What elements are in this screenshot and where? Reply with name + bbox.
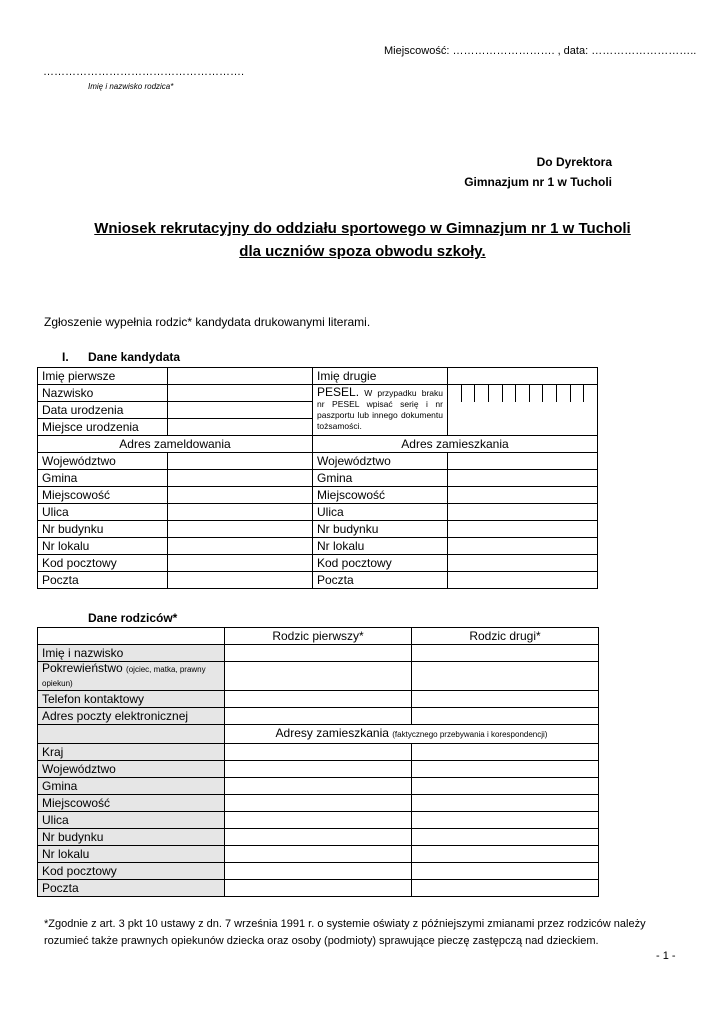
title-line-1: Wniosek rekrutacyjny do oddziału sportowego w Gimnazjum nr 1 w Tucholi bbox=[94, 220, 631, 237]
pesel-note: W przypadku braku nr PESEL wpisać serię i nr paszportu lub innego dokumentu tożsamości. bbox=[317, 388, 443, 431]
input-parent2-locality[interactable] bbox=[412, 795, 599, 812]
label-birth-date: Data urodzenia bbox=[38, 402, 168, 419]
input-res-postcode[interactable] bbox=[448, 555, 598, 572]
parents-table bbox=[37, 627, 599, 897]
input-birth-date[interactable] bbox=[168, 402, 313, 419]
addressee-line-2: Gimnazjum nr 1 w Tucholi bbox=[464, 175, 612, 189]
input-parent1-commune[interactable] bbox=[225, 778, 412, 795]
input-parent2-relation[interactable] bbox=[412, 662, 599, 691]
addresses-header: Adresy zamieszkania bbox=[275, 726, 389, 740]
title-line-2: dla uczniów spoza obwodu szkoły. bbox=[239, 243, 486, 260]
addressee-line-1: Do Dyrektora bbox=[536, 155, 612, 169]
input-parent2-flat[interactable] bbox=[412, 846, 599, 863]
input-parent1-relation[interactable] bbox=[225, 662, 412, 691]
input-parent1-voivodeship[interactable] bbox=[225, 761, 412, 778]
candidate-table bbox=[37, 367, 598, 589]
header-registered-address: Adres zameldowania bbox=[38, 436, 313, 453]
label-reg-locality: Miejscowość bbox=[38, 487, 168, 504]
input-res-locality[interactable] bbox=[448, 487, 598, 504]
label-reg-flat: Nr lokalu bbox=[38, 538, 168, 555]
input-birth-place[interactable] bbox=[168, 419, 313, 436]
label-second-name: Imię drugie bbox=[313, 368, 448, 385]
place-date-line: Miejscowość: ………………………. , data: ……………………….. bbox=[384, 45, 697, 57]
input-parent2-name[interactable] bbox=[412, 645, 599, 662]
addresses-header-cell bbox=[225, 725, 599, 744]
label-reg-building: Nr budynku bbox=[38, 521, 168, 538]
input-res-street[interactable] bbox=[448, 504, 598, 521]
label-reg-voivodeship: Województwo bbox=[38, 453, 168, 470]
page-number: - 1 - bbox=[656, 950, 676, 962]
input-reg-locality[interactable] bbox=[168, 487, 313, 504]
label-relation-cell bbox=[38, 662, 225, 691]
input-first-name[interactable] bbox=[168, 368, 313, 385]
label-p-commune: Gmina bbox=[38, 778, 225, 795]
pesel-input[interactable] bbox=[448, 385, 598, 436]
parents-header-empty bbox=[38, 628, 225, 645]
parent-name-field: ………………………………………………. bbox=[43, 66, 245, 78]
input-reg-street[interactable] bbox=[168, 504, 313, 521]
input-reg-building[interactable] bbox=[168, 521, 313, 538]
label-res-building: Nr budynku bbox=[313, 521, 448, 538]
pesel-label: PESEL. bbox=[317, 385, 360, 399]
document-title bbox=[40, 217, 685, 263]
pesel-digit-boxes[interactable] bbox=[448, 385, 597, 402]
label-birth-place: Miejsce urodzenia bbox=[38, 419, 168, 436]
input-parent2-phone[interactable] bbox=[412, 691, 599, 708]
label-res-locality: Miejscowość bbox=[313, 487, 448, 504]
section-1-heading bbox=[62, 350, 180, 364]
section-1-title: Dane kandydata bbox=[88, 350, 181, 364]
label-res-postcode: Kod pocztowy bbox=[313, 555, 448, 572]
input-res-voivodeship[interactable] bbox=[448, 453, 598, 470]
section-1-number: I. bbox=[62, 350, 69, 364]
input-parent2-email[interactable] bbox=[412, 708, 599, 725]
pesel-label-cell bbox=[313, 385, 448, 436]
label-phone: Telefon kontaktowy bbox=[38, 691, 225, 708]
input-parent1-name[interactable] bbox=[225, 645, 412, 662]
label-res-post-office: Poczta bbox=[313, 572, 448, 589]
input-parent2-voivodeship[interactable] bbox=[412, 761, 599, 778]
label-p-street: Ulica bbox=[38, 812, 225, 829]
label-reg-postcode: Kod pocztowy bbox=[38, 555, 168, 572]
label-p-voivodeship: Województwo bbox=[38, 761, 225, 778]
header-parent-1: Rodzic pierwszy* bbox=[225, 628, 412, 645]
header-residence-address: Adres zamieszkania bbox=[313, 436, 598, 453]
input-res-post-office[interactable] bbox=[448, 572, 598, 589]
addressee bbox=[440, 152, 612, 192]
label-parent-name: Imię i nazwisko bbox=[38, 645, 225, 662]
input-reg-commune[interactable] bbox=[168, 470, 313, 487]
label-p-postcode: Kod pocztowy bbox=[38, 863, 225, 880]
input-parent1-post-office[interactable] bbox=[225, 880, 412, 897]
label-reg-post-office: Poczta bbox=[38, 572, 168, 589]
label-res-street: Ulica bbox=[313, 504, 448, 521]
input-reg-postcode[interactable] bbox=[168, 555, 313, 572]
input-parent1-locality[interactable] bbox=[225, 795, 412, 812]
label-p-locality: Miejscowość bbox=[38, 795, 225, 812]
parent-name-caption: Imię i nazwisko rodzica* bbox=[88, 82, 174, 91]
footnote: *Zgodnie z art. 3 pkt 10 ustawy z dn. 7 września 1991 r. o systemie oświaty z późniejszymi zmianami przez rodziców należy rozumieć także prawnych opiekunów dziecka oraz osoby (podmioty) sprawujące pieczę zastępczą nad dzieckiem. bbox=[44, 918, 646, 947]
label-p-post-office: Poczta bbox=[38, 880, 225, 897]
input-parent1-postcode[interactable] bbox=[225, 863, 412, 880]
input-reg-post-office[interactable] bbox=[168, 572, 313, 589]
input-parent1-country[interactable] bbox=[225, 744, 412, 761]
label-relation-note: (ojciec, matka, prawny opiekun) bbox=[42, 665, 206, 688]
label-res-commune: Gmina bbox=[313, 470, 448, 487]
label-surname: Nazwisko bbox=[38, 385, 168, 402]
label-reg-commune: Gmina bbox=[38, 470, 168, 487]
label-email: Adres poczty elektronicznej bbox=[38, 708, 225, 725]
input-res-flat[interactable] bbox=[448, 538, 598, 555]
label-res-voivodeship: Województwo bbox=[313, 453, 448, 470]
label-p-building: Nr budynku bbox=[38, 829, 225, 846]
input-parent2-postcode[interactable] bbox=[412, 863, 599, 880]
input-parent1-street[interactable] bbox=[225, 812, 412, 829]
input-second-name[interactable] bbox=[448, 368, 598, 385]
input-parent2-country[interactable] bbox=[412, 744, 599, 761]
intro-text: Zgłoszenie wypełnia rodzic* kandydata drukowanymi literami. bbox=[44, 315, 371, 329]
label-p-country: Kraj bbox=[38, 744, 225, 761]
input-parent1-phone[interactable] bbox=[225, 691, 412, 708]
label-res-flat: Nr lokalu bbox=[313, 538, 448, 555]
input-parent2-building[interactable] bbox=[412, 829, 599, 846]
input-parent1-email[interactable] bbox=[225, 708, 412, 725]
input-res-building[interactable] bbox=[448, 521, 598, 538]
input-res-commune[interactable] bbox=[448, 470, 598, 487]
label-first-name: Imię pierwsze bbox=[38, 368, 168, 385]
input-reg-flat[interactable] bbox=[168, 538, 313, 555]
input-surname[interactable] bbox=[168, 385, 313, 402]
input-parent2-commune[interactable] bbox=[412, 778, 599, 795]
input-parent2-post-office[interactable] bbox=[412, 880, 599, 897]
section-2-heading: Dane rodziców* bbox=[88, 611, 178, 625]
input-reg-voivodeship[interactable] bbox=[168, 453, 313, 470]
addresses-header-note: (faktycznego przebywania i korespondencji) bbox=[392, 730, 548, 739]
addresses-header-empty bbox=[38, 725, 225, 744]
input-parent2-street[interactable] bbox=[412, 812, 599, 829]
input-parent1-building[interactable] bbox=[225, 829, 412, 846]
header-parent-2: Rodzic drugi* bbox=[412, 628, 599, 645]
input-parent1-flat[interactable] bbox=[225, 846, 412, 863]
label-p-flat: Nr lokalu bbox=[38, 846, 225, 863]
label-reg-street: Ulica bbox=[38, 504, 168, 521]
label-relation: Pokrewieństwo bbox=[42, 661, 123, 675]
